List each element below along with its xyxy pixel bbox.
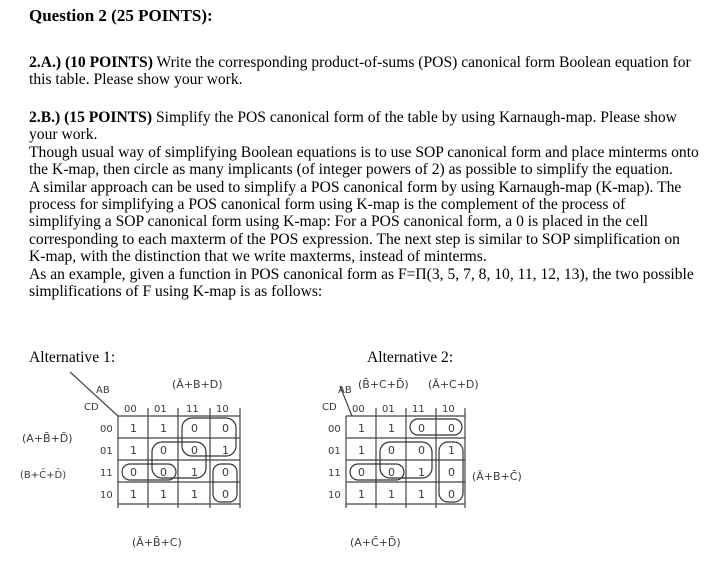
kmap-col-header: 00: [124, 404, 137, 415]
kmap-cell: 1: [130, 488, 137, 501]
kmap-col-header: 00: [352, 404, 365, 415]
kmap-row-header: 11: [328, 468, 341, 479]
kmap-col-header: 11: [186, 404, 199, 415]
kmap-cell: 0: [418, 444, 425, 457]
kmap-col-header: 01: [154, 404, 167, 415]
part-a-label: 2.A.) (10 POINTS): [29, 54, 153, 71]
implicant-term: (Ā+B+D): [172, 378, 223, 391]
kmap-cell: 1: [130, 422, 137, 435]
kmap-cell: 1: [358, 488, 365, 501]
question-title: Question 2 (25 POINTS):: [29, 6, 213, 25]
kmap-cell: 0: [448, 466, 455, 479]
kmap-col-header: 10: [442, 404, 455, 415]
kmap-col-header: 01: [382, 404, 395, 415]
kmap-cell: 0: [388, 466, 395, 479]
kmap-corner-cd: CD: [84, 402, 99, 413]
kmap-alternative-1: [0, 368, 300, 584]
kmap-row-header: 00: [100, 424, 113, 435]
kmap-cell: 0: [160, 466, 167, 479]
kmap-cell: 0: [418, 422, 425, 435]
implicant-term: (Ā+C+D): [428, 378, 479, 391]
kmap-row-header: 10: [328, 490, 341, 501]
kmap-corner-cd: CD: [322, 402, 337, 413]
kmap-cell: 0: [448, 488, 455, 501]
kmap-col-header: 11: [412, 404, 425, 415]
part-a: [29, 54, 699, 89]
implicant-term: (Ā+B̄+C): [132, 536, 182, 549]
part-b-heading: [29, 109, 699, 144]
kmap-cell: 1: [222, 444, 229, 457]
kmap-cell: 0: [448, 422, 455, 435]
kmap-cell: 1: [191, 466, 198, 479]
implicant-term: (A+C̄+D̄): [350, 536, 401, 549]
kmap-cell: 1: [388, 488, 395, 501]
kmap-row-header: 11: [100, 468, 113, 479]
kmap-cell: 1: [358, 444, 365, 457]
kmap-corner-ab: AB: [96, 385, 110, 396]
implicant-term: (A+B̄+D̄): [22, 432, 73, 445]
kmap-corner-ab: AB: [338, 385, 352, 396]
part-b-text: Simplify the POS canonical form of the table by using Karnaugh-map. Please show your work.: [29, 109, 677, 144]
paragraph: A similar approach can be used to simplify a POS canonical form by using Karnaugh-map (K-map). The process for simplifying a POS canonical form using K-map is the complement of the process of simplifying a SOP canonical form using K-map: For a POS canonical form, a 0 is placed in the cell corresponding to each maxterm of the POS expression. The next step is similar to SOP simplification on K-map, with the distinction that we write maxterms, instead of minterms.: [29, 178, 682, 266]
kmap-cell: 0: [358, 466, 365, 479]
kmap-row-header: 10: [100, 490, 113, 501]
kmap-alternative-2: [300, 368, 560, 584]
kmap-cell: 0: [160, 444, 167, 457]
paragraph: As an example, given a function in POS canonical form as F=Π(3, 5, 7, 8, 10, 11, 12, 13), the two possible simplifications of F using K-map is as follows:: [29, 265, 694, 301]
kmap-cell: 1: [418, 466, 425, 479]
kmap-cell: 0: [191, 444, 198, 457]
kmap-col-header: 10: [216, 404, 229, 415]
kmap-row-header: 01: [100, 446, 113, 457]
implicant-term: (Ā+B+C̄): [472, 470, 522, 483]
kmap-row-header: 00: [328, 424, 341, 435]
kmap-cell: 1: [191, 488, 198, 501]
kmap-cell: 0: [130, 466, 137, 479]
implicant-term: (B+C̄+D̄): [20, 470, 67, 481]
kmap-cell: 0: [222, 422, 229, 435]
kmap-cell: 1: [160, 488, 167, 501]
kmap-cell: 1: [358, 422, 365, 435]
implicant-term: (B̄+C+D̄): [358, 378, 409, 391]
part-b-label: 2.B.) (15 POINTS): [29, 109, 153, 126]
kmap-cell: 0: [222, 488, 229, 501]
kmap-cell: 0: [388, 444, 395, 457]
kmap-cell: 1: [418, 488, 425, 501]
kmap-cell: 1: [388, 422, 395, 435]
part-b: [29, 109, 699, 300]
kmap-cell: 1: [448, 444, 455, 457]
part-a-text: Write the corresponding product-of-sums (POS) canonical form Boolean equation for this table. Please show your work.: [29, 54, 691, 89]
alternative-1-label: Alternative 1:: [29, 349, 116, 366]
kmap-cell: 1: [130, 444, 137, 457]
paragraph: Though usual way of simplifying Boolean equations is to use SOP canonical form and place minterms onto the K-map, then circle as many implicants (of integer powers of 2) as possible to simplify the equation.: [29, 143, 699, 179]
alternative-2-label: Alternative 2:: [367, 349, 454, 366]
kmap-cell: 0: [222, 466, 229, 479]
kmap-row-header: 01: [328, 446, 341, 457]
kmap-cell: 1: [160, 422, 167, 435]
kmap-cell: 0: [191, 422, 198, 435]
